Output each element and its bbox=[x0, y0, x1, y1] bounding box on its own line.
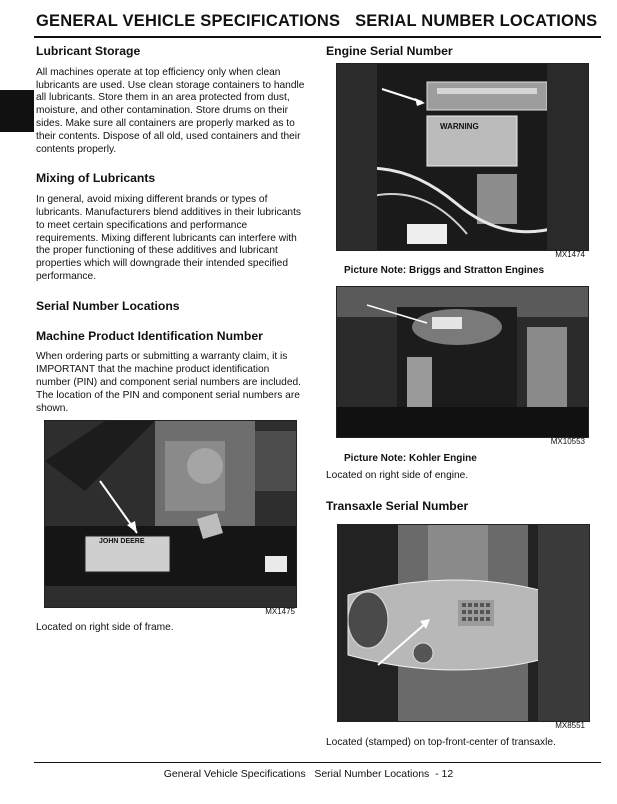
frame-plate-text: JOHN DEERE bbox=[99, 538, 145, 545]
lubricant-storage-text: All machines operate at top efficiency only when clean lubricants are used. Use clean storage containers to handle all lubricants. Store them in an area protected from dust, moisture, and other contamination. Store drums on their sides. Make sure all containers are properly marked as to their contents. Dispose of all old, used containers and their contents properly. bbox=[36, 66, 305, 155]
frame-fig-id: MX1475 bbox=[265, 607, 295, 616]
page-footer: General Vehicle Specifications Serial Number Locations - 12 bbox=[163, 768, 454, 780]
kohler-fig-id: MX10553 bbox=[550, 437, 585, 446]
header-title-left: GENERAL VEHICLE SPECIFICATIONS bbox=[36, 12, 341, 30]
section-tab-marker bbox=[0, 90, 34, 132]
mixing-text: In general, avoid mixing different brands or types of lubricants. Manufacturers blend additives in their lubricants to meet certain specifications and performance requirements. Mixing different lubricants can interfere with the proper functioning of these additives and lubricant properties which will downgrade their intended specified performance. bbox=[36, 194, 302, 282]
header-rule bbox=[34, 36, 601, 38]
briggs-picture-note: Picture Note: Briggs and Stratton Engines bbox=[344, 265, 545, 276]
page-header bbox=[36, 12, 601, 31]
left-column bbox=[36, 45, 306, 415]
pin-heading: Machine Product Identification Number bbox=[36, 328, 263, 343]
kohler-engine-photo bbox=[336, 286, 589, 438]
serial-locations-heading: Serial Number Locations bbox=[36, 298, 180, 313]
frame-caption: Located on right side of frame. bbox=[36, 622, 174, 633]
lubricant-storage-heading: Lubricant Storage bbox=[36, 44, 141, 58]
pin-text: When ordering parts or submitting a warranty claim, it is IMPORTANT that the machine product identification number (PIN) and component serial numbers are included. The location of the PIN and component serial numbers are shown. bbox=[36, 351, 302, 414]
transaxle-fig-id: MX8551 bbox=[555, 721, 585, 730]
frame-photo bbox=[44, 420, 297, 608]
header-title-right: SERIAL NUMBER LOCATIONS bbox=[355, 12, 598, 30]
engine-serial-heading: Engine Serial Number bbox=[326, 44, 453, 58]
transaxle-caption: Located (stamped) on top-front-center of transaxle. bbox=[326, 737, 556, 748]
kohler-picture-note: Picture Note: Kohler Engine bbox=[344, 453, 477, 464]
briggs-engine-photo bbox=[336, 63, 589, 251]
transaxle-photo bbox=[337, 524, 590, 722]
briggs-fig-id: MX1474 bbox=[555, 250, 585, 259]
engine-caption: Located on right side of engine. bbox=[326, 470, 469, 481]
mixing-heading: Mixing of Lubricants bbox=[36, 171, 156, 186]
footer-rule bbox=[34, 762, 601, 763]
warning-label: WARNING bbox=[440, 122, 479, 131]
transaxle-serial-heading: Transaxle Serial Number bbox=[326, 499, 469, 513]
